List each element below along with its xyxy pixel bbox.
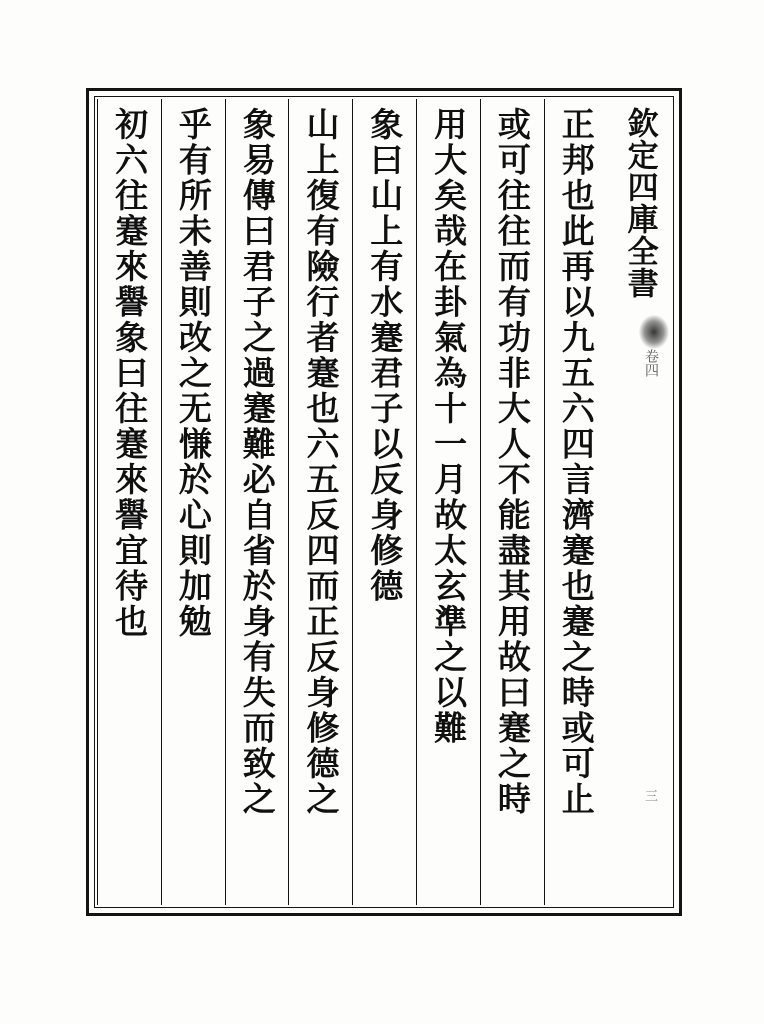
column-text: 象易傳曰君子之過蹇難必自省於身有失而致之 [237,107,277,817]
column-text: 山上復有險行者蹇也六五反四而正反身修德之 [301,107,341,817]
text-column-4 [352,99,416,905]
text-column-3 [416,99,480,905]
column-text: 用大矣哉在卦氣為十一月故太玄準之以難 [429,107,469,746]
column-text: 或可往往而有功非大人不能盡其用故曰蹇之時 [492,107,532,817]
text-column-8 [97,99,161,905]
column-text: 乎有所未善則改之无慊於心則加勉 [173,107,213,640]
page-mark: 三 [642,789,657,802]
text-column-2 [480,99,544,905]
column-text: 象曰山上有水蹇君子以反身修德 [365,107,405,604]
text-column-1 [544,99,608,905]
volume-note: 卷四 [643,349,659,377]
document-title: 欽定四庫全書 [621,107,658,299]
text-column-7 [161,99,225,905]
text-columns [97,99,671,905]
text-column-6 [225,99,289,905]
ink-smudge [639,315,669,349]
column-text: 初六往蹇來譽象曰往蹇來譽宜待也 [110,107,150,640]
title-column [607,99,671,905]
page-frame-outer [86,88,682,916]
text-column-5 [288,99,352,905]
column-text: 正邦也此再以九五六四言濟蹇也蹇之時或可止 [556,107,596,817]
